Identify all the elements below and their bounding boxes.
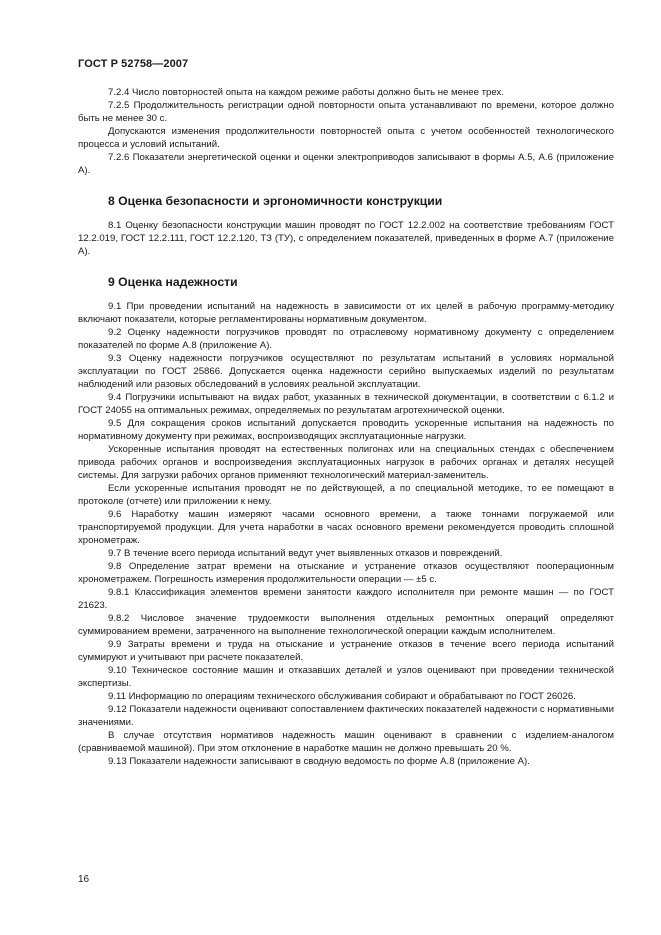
paragraph: 9.11 Информацию по операциям технического обслуживания собирают и обрабатывают по ГОСТ 26026. xyxy=(108,691,576,702)
paragraph: 9.1 При проведении испытаний на надежность в зависимости от их целей в рабочую программу-методику включают показатели, которые регламентированы нормативным документом. xyxy=(78,301,614,325)
paragraph: 9.8.1 Классификация элементов времени занятости каждого исполнителя при ремонте машин — по ГОСТ 21623. xyxy=(78,587,614,611)
paragraph: 9.8.2 Числовое значение трудоемкости выполнения отдельных ремонтных операций определяют суммированием времени, затраченного на выполнение технологической операции каждым исполнителем. xyxy=(78,613,614,637)
paragraph: Ускоренные испытания проводят на естественных полигонах или на специальных стендах с обеспечением привода рабочих органов и воспроизведения эксплуатационных нагрузок в рабочих органах и деталях несущей системы. Для загрузки рабочих органов применяют технологический материал-заменитель. xyxy=(78,444,614,481)
paragraph: Допускаются изменения продолжительности повторностей опыта с учетом особенностей технологического процесса и условий испытаний. xyxy=(78,126,614,150)
standard-header: ГОСТ Р 52758—2007 xyxy=(78,58,189,70)
paragraph: 9.2 Оценку надежности погрузчиков проводят по отраслевому нормативному документу с определением показателей по форме А.8 (приложение А). xyxy=(78,327,614,351)
paragraph: 9.6 Наработку машин измеряют часами основного времени, а также тоннами погружаемой или транспортируемой продукции. Для учета наработки в часах основного времени рекомендуется проводить сплошной хронометраж. xyxy=(78,509,614,546)
paragraph: В случае отсутствия нормативов надежность машин оценивают в сравнении с изделием-аналогом (сравниваемой машиной). При этом отклонение в наработке машин не должно превышать 20 %. xyxy=(78,730,614,754)
paragraph: 9.12 Показатели надежности оценивают сопоставлением фактических показателей надежности с нормативными значениями. xyxy=(78,704,614,728)
page-number: 16 xyxy=(78,874,90,885)
paragraph: Если ускоренные испытания проводят не по действующей, а по специальной методике, то ее помещают в протоколе (отчете) или приложении к нему. xyxy=(78,483,614,507)
paragraph: 9.4 Погрузчики испытывают на видах работ, указанных в технической документации, в соответствии с 6.1.2 и ГОСТ 24055 на оптимальных режимах, определяемых по результатам агротехнической оценки. xyxy=(78,392,614,416)
paragraph: 7.2.4 Число повторностей опыта на каждом режиме работы должно быть не менее трех. xyxy=(108,87,504,98)
paragraph: 9.10 Техническое состояние машин и отказавших деталей и узлов оценивают при проведении технической экспертизы. xyxy=(78,665,614,689)
paragraph: 8.1 Оценку безопасности конструкции машин проводят по ГОСТ 12.2.002 на соответствие требованиям ГОСТ 12.2.019, ГОСТ 12.2.111, ГОСТ 12.2.120, ТЗ (ТУ), с определением показателей, приведенных в форме А.7 (приложение А). xyxy=(78,220,614,257)
paragraph: 9.3 Оценку надежности погрузчиков осуществляют по результатам испытаний в условиях нормальной эксплуатации по ГОСТ 25866. Допускается оценка надежности серийно выпускаемых изделий по результатам наблюдений или разовых обследований в условиях реальной эксплуатации. xyxy=(78,353,614,390)
section-heading: 8 Оценка безопасности и эргономичности конструкции xyxy=(108,194,443,208)
paragraph: 7.2.6 Показатели энергетической оценки и оценки электроприводов записывают в формы А.5, А.6 (приложение А). xyxy=(78,152,614,176)
paragraph: 7.2.5 Продолжительность регистрации одной повторности опыта устанавливают по времени, которое должно быть не менее 30 с. xyxy=(78,100,614,124)
paragraph: 9.5 Для сокращения сроков испытаний допускается проводить ускоренные испытания на надежность по нормативному документу при режимах, воспроизводящих эксплуатационные нагрузки. xyxy=(78,418,614,442)
section-heading: 9 Оценка надежности xyxy=(108,275,238,289)
paragraph: 9.7 В течение всего периода испытаний ведут учет выявленных отказов и повреждений. xyxy=(108,548,503,559)
document-body xyxy=(78,86,614,768)
paragraph: 9.13 Показатели надежности записывают в сводную ведомость по форме А.8 (приложение А). xyxy=(108,756,530,767)
paragraph: 9.9 Затраты времени и труда на отыскание и устранение отказов в течение всего периода испытаний суммируют и учитывают при расчете показателей. xyxy=(78,639,614,663)
paragraph: 9.8 Определение затрат времени на отыскание и устранение отказов осуществляют пооперационным хронометражем. Погрешность измерения продолжительности операции — ±5 с. xyxy=(78,561,614,585)
